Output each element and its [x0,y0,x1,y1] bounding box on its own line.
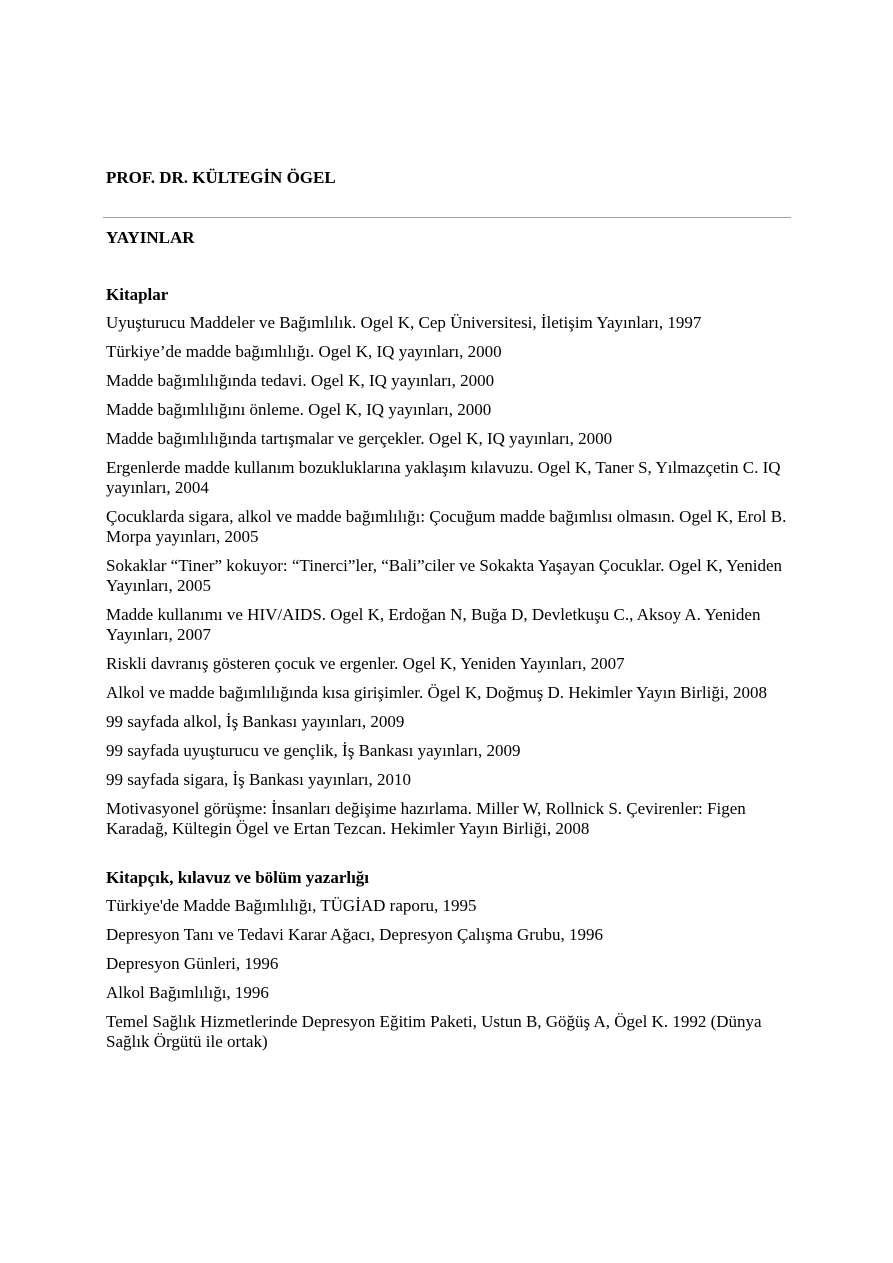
section-spacer [106,848,792,867]
booklets-heading: Kitapçık, kılavuz ve bölüm yazarlığı [106,868,370,887]
booklet-entry: Türkiye'de Madde Bağımlılığı, TÜGİAD raporu, 1995 [106,896,477,915]
books-list [106,313,792,839]
book-entry: Madde kullanımı ve HIV/AIDS. Ogel K, Erdoğan N, Buğa D, Devletkuşu C., Aksoy A. Yeniden Yayınları, 2007 [106,605,761,644]
book-entry: Uyuşturucu Maddeler ve Bağımlılık. Ogel K, Cep Üniversitesi, İletişim Yayınları, 1997 [106,313,702,332]
books-heading: Kitaplar [106,285,169,304]
booklet-entry: Alkol Bağımlılığı, 1996 [106,983,269,1002]
book-entry: Madde bağımlılığında tartışmalar ve gerçekler. Ogel K, IQ yayınları, 2000 [106,429,613,448]
divider-line [103,217,791,218]
book-entry: Sokaklar “Tiner” kokuyor: “Tinerci”ler, “Bali”ciler ve Sokakta Yaşayan Çocuklar. Ogel K, Yeniden Yayınları, 2005 [106,556,783,595]
book-entry: Türkiye’de madde bağımlılığı. Ogel K, IQ yayınları, 2000 [106,342,502,361]
booklet-entry: Temel Sağlık Hizmetlerinde Depresyon Eğitim Paketi, Ustun B, Göğüş A, Ögel K. 1992 (Dünya Sağlık Örgütü ile ortak) [106,1012,762,1051]
book-entry: Motivasyonel görüşme: İnsanları değişime hazırlama. Miller W, Rollnick S. Çevirenler: Figen Karadağ, Kültegin Ögel ve Ertan Tezcan. Hekimler Yayın Birliği, 2008 [106,799,746,838]
book-entry: 99 sayfada alkol, İş Bankası yayınları, 2009 [106,712,405,731]
book-entry: Madde bağımlılığını önleme. Ogel K, IQ yayınları, 2000 [106,400,492,419]
booklet-entry: Depresyon Günleri, 1996 [106,954,279,973]
book-entry: 99 sayfada uyuşturucu ve gençlik, İş Bankası yayınları, 2009 [106,741,521,760]
book-entry: Ergenlerde madde kullanım bozukluklarına yaklaşım kılavuzu. Ogel K, Taner S, Yılmazçetin C. IQ yayınları, 2004 [106,458,781,497]
section-title: YAYINLAR [106,228,195,247]
book-entry: 99 sayfada sigara, İş Bankası yayınları, 2010 [106,770,411,789]
publications-content [106,284,792,1061]
book-entry: Çocuklarda sigara, alkol ve madde bağımlılığı: Çocuğum madde bağımlısı olmasın. Ogel K, Erol B. Morpa yayınları, 2005 [106,507,787,546]
book-entry: Riskli davranış gösteren çocuk ve ergenler. Ogel K, Yeniden Yayınları, 2007 [106,654,625,673]
booklets-list [106,896,792,1052]
author-name: PROF. DR. KÜLTEGİN ÖGEL [106,168,336,187]
booklet-entry: Depresyon Tanı ve Tedavi Karar Ağacı, Depresyon Çalışma Grubu, 1996 [106,925,603,944]
book-entry: Alkol ve madde bağımlılığında kısa girişimler. Ögel K, Doğmuş D. Hekimler Yayın Birliği, 2008 [106,683,768,702]
book-entry: Madde bağımlılığında tedavi. Ogel K, IQ yayınları, 2000 [106,371,495,390]
